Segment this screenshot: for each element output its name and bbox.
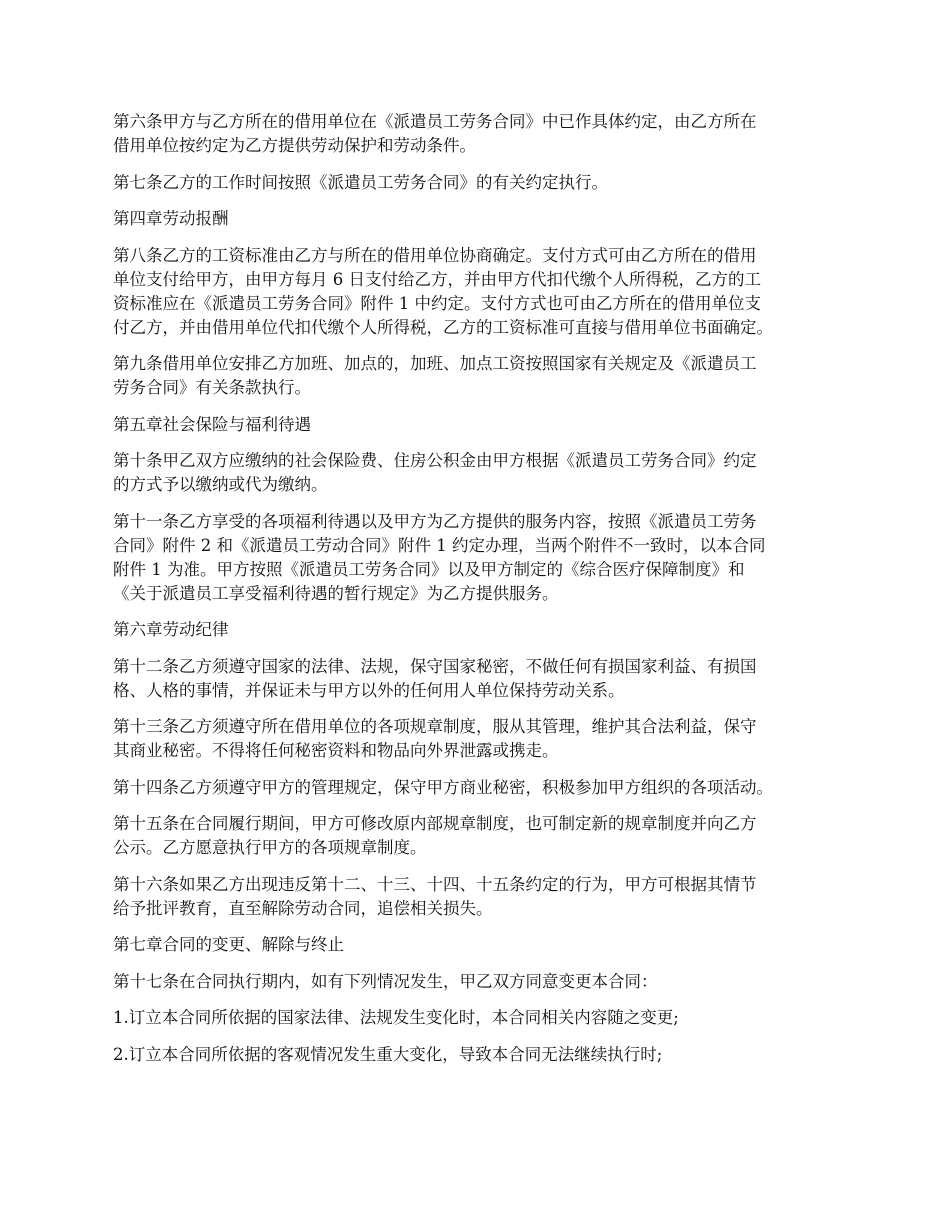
text-line: 第十条甲乙双方应缴纳的社会保险费、住房公积金由甲方根据《派遣员工劳务合同》约定 xyxy=(113,451,757,470)
text-line: 《关于派遣员工享受福利待遇的暂行规定》为乙方提供服务。 xyxy=(113,583,559,603)
text-line: 格、人格的事情，并保证未与甲方以外的任何用人单位保持劳动关系。 xyxy=(113,680,625,700)
paragraph-article-14 xyxy=(113,776,843,800)
text-line: 第十七条在合同执行期内，如有下列情况发生，甲乙双方同意变更本合同： xyxy=(113,971,658,991)
text-line: 第六条甲方与乙方所在的借用单位在《派遣员工劳务合同》中已作具体约定，由乙方所在 xyxy=(113,112,757,131)
chapter-heading-6 xyxy=(113,618,843,642)
paragraph-article-11 xyxy=(113,510,843,606)
chapter-heading-5 xyxy=(113,413,843,437)
text-line: 第十五条在合同履行期间，甲方可修改原内部规章制度，也可制定新的规章制度并向乙方 xyxy=(113,814,757,833)
chapter-heading-4 xyxy=(113,207,843,231)
text-line: 劳务合同》有关条款执行。 xyxy=(113,378,311,397)
text-line: 第八条乙方的工资标准由乙方与所在的借用单位协商确定。支付方式可由乙方所在的借用 xyxy=(113,245,757,265)
paragraph-article-7 xyxy=(113,171,843,195)
text-line: 第九条借用单位安排乙方加班、加点的，加班、加点工资按照国家有关规定及《派遣员工 xyxy=(113,354,757,373)
document-body xyxy=(113,110,843,1079)
chapter-heading-7 xyxy=(113,933,843,957)
text-line: 第十六条如果乙方出现违反第十二、十三、十四、十五条约定的行为，甲方可根据其情节 xyxy=(113,874,757,894)
paragraph-article-9 xyxy=(113,352,843,400)
text-line: 第十三条乙方须遵守所在借用单位的各项规章制度，服从其管理，维护其合法利益，保守 xyxy=(113,717,757,736)
paragraph-article-12 xyxy=(113,655,843,703)
text-line: 第七条乙方的工作时间按照《派遣员工劳务合同》的有关约定执行。 xyxy=(113,172,608,192)
list-item-1 xyxy=(113,1006,843,1030)
text-line: 2.订立本合同所依据的客观情况发生重大变化，导致本合同无法继续执行时; xyxy=(113,1044,663,1064)
text-line: 付乙方，并由借用单位代扣代缴个人所得税，乙方的工资标准可直接与借用单位书面确定。 xyxy=(113,317,773,337)
text-line: 第四章劳动报酬 xyxy=(113,209,229,228)
paragraph-article-17 xyxy=(113,970,843,994)
text-line: 第十四条乙方须遵守甲方的管理规定，保守甲方商业秘密，积极参加甲方组织的各项活动。 xyxy=(113,777,773,797)
text-line: 的方式予以缴纳或代为缴纳。 xyxy=(113,475,328,494)
paragraph-article-13 xyxy=(113,715,843,763)
text-line: 附件 1 为准。甲方按照《派遣员工劳务合同》以及甲方制定的《综合医疗保障制度》和 xyxy=(113,559,745,579)
text-line: 给予批评教育，直至解除劳动合同，追偿相关损失。 xyxy=(113,898,493,918)
text-line: 合同》附件 2 和《派遣员工劳动合同》附件 1 约定办理，当两个附件不一致时，以本合同 xyxy=(113,535,766,555)
list-item-2 xyxy=(113,1043,843,1067)
paragraph-article-6 xyxy=(113,110,843,158)
text-line: 公示。乙方愿意执行甲方的各项规章制度。 xyxy=(113,838,427,857)
paragraph-article-10 xyxy=(113,449,843,497)
paragraph-article-16 xyxy=(113,873,843,921)
text-line: 第七章合同的变更、解除与终止 xyxy=(113,935,344,954)
text-line: 借用单位按约定为乙方提供劳动保护和劳动条件。 xyxy=(113,136,476,155)
text-line: 第十一条乙方享受的各项福利待遇以及甲方为乙方提供的服务内容，按照《派遣员工劳务 xyxy=(113,511,757,531)
text-line: 第十二条乙方须遵守国家的法律、法规，保守国家秘密，不做任何有损国家利益、有损国 xyxy=(113,656,757,676)
text-line: 第五章社会保险与福利待遇 xyxy=(113,414,311,434)
text-line: 1.订立本合同所依据的国家法律、法规发生变化时，本合同相关内容随之变更; xyxy=(113,1008,679,1027)
text-line: 第六章劳动纪律 xyxy=(113,620,229,639)
text-line: 资标准应在《派遣员工劳务合同》附件 1 中约定。支付方式也可由乙方所在的借用单位支 xyxy=(113,293,761,313)
text-line: 其商业秘密。不得将任何秘密资料和物品向外界泄露或携走。 xyxy=(113,741,559,760)
text-line: 单位支付给甲方，由甲方每月 6 日支付给乙方，并由甲方代扣代缴个人所得税，乙方的工 xyxy=(113,269,761,289)
paragraph-article-15 xyxy=(113,812,843,860)
paragraph-article-8 xyxy=(113,244,843,340)
